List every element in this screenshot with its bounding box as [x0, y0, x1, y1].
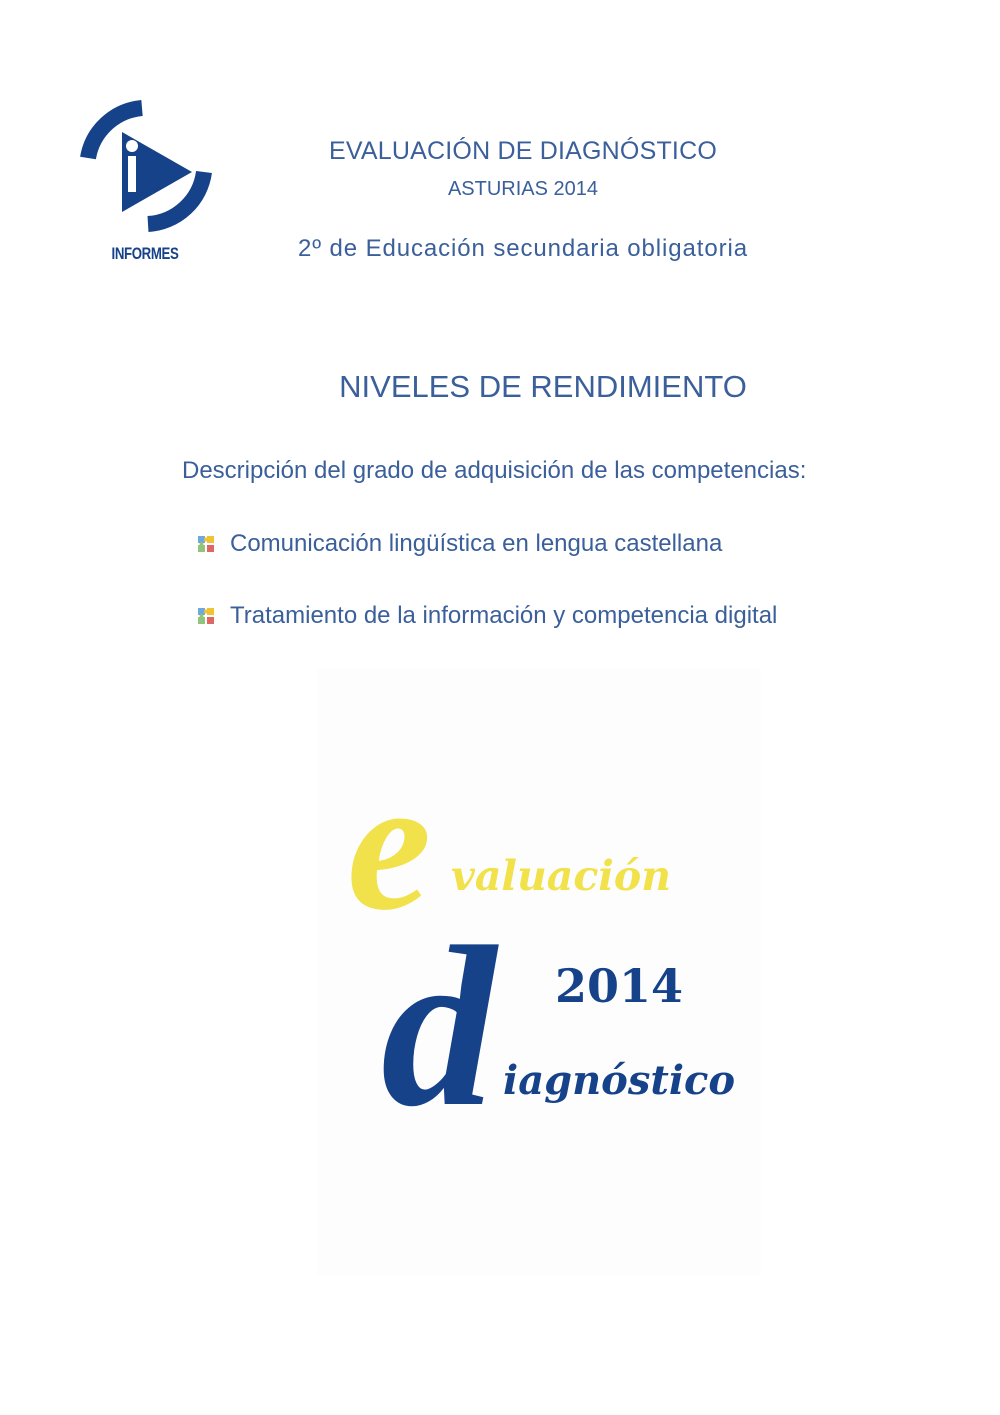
logo-year: 2014 — [555, 959, 684, 1013]
logo-word-valuacion: valuación — [451, 852, 672, 900]
logo-caption: INFORMES — [111, 244, 179, 263]
logo-initial-e: e — [347, 740, 432, 950]
evaluacion-diagnostico-logo — [317, 668, 761, 1276]
list-item — [198, 600, 777, 632]
informes-logo — [80, 100, 216, 270]
list-item-label: Tratamiento de la información y competencia digital — [230, 602, 778, 629]
course-label: 2º de Educación secundaria obligatoria — [298, 235, 748, 262]
section-title: NIVELES DE RENDIMIENTO — [339, 369, 747, 404]
logo-word-iagnostico: iagnóstico — [503, 1057, 736, 1104]
informes-emblem-icon — [80, 100, 216, 240]
list-item — [198, 528, 777, 560]
puzzle-icon — [198, 536, 214, 552]
document-title: EVALUACIÓN DE DIAGNÓSTICO — [329, 137, 717, 165]
section-description: Descripción del grado de adquisición de las competencias: — [182, 457, 807, 484]
logo-initial-d: d — [381, 899, 496, 1154]
puzzle-icon — [198, 608, 214, 624]
list-item-label: Comunicación lingüística en lengua castellana — [230, 530, 723, 557]
document-subtitle: ASTURIAS 2014 — [447, 178, 599, 200]
competency-list — [198, 528, 777, 672]
